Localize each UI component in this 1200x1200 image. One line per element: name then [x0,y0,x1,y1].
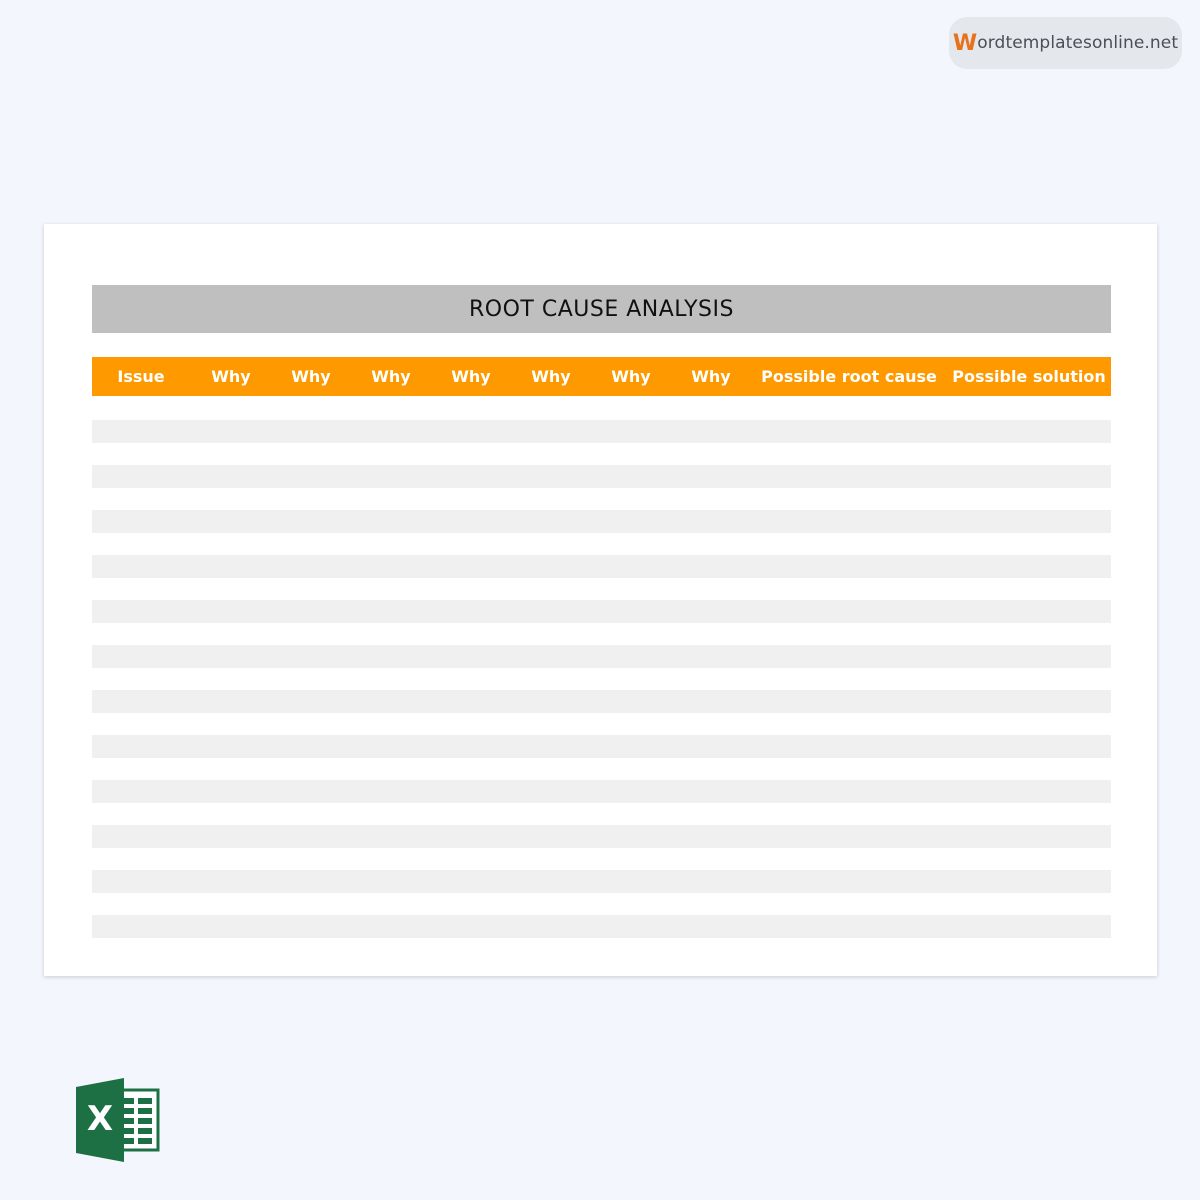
excel-icon [76,1078,160,1162]
column-header-why-5: Why [531,367,571,386]
title-bar [92,285,1111,333]
table-row[interactable] [92,600,1111,623]
document-title: ROOT CAUSE ANALYSIS [469,296,734,322]
column-header-why-2: Why [291,367,331,386]
template-sheet [44,224,1157,976]
column-header-possible-solution: Possible solution [952,367,1106,386]
column-header-why-3: Why [371,367,411,386]
table-row[interactable] [92,645,1111,668]
table-row[interactable] [92,780,1111,803]
brand-initial: W [952,30,978,56]
column-header-why-6: Why [611,367,651,386]
table-row[interactable] [92,510,1111,533]
table-row[interactable] [92,420,1111,443]
table-row[interactable] [92,735,1111,758]
column-header-why-1: Why [211,367,251,386]
table-row[interactable] [92,915,1111,938]
table-row[interactable] [92,465,1111,488]
table-row[interactable] [92,870,1111,893]
table-row[interactable] [92,825,1111,848]
column-header-why-4: Why [451,367,491,386]
brand-name: ordtemplatesonline.net [977,33,1179,53]
brand-badge[interactable] [949,17,1182,69]
column-header-possible-root-cause: Possible root cause [761,367,937,386]
table-row[interactable] [92,690,1111,713]
column-header-why-7: Why [691,367,731,386]
table-row[interactable] [92,555,1111,578]
column-header-row [92,357,1111,396]
column-header-issue: Issue [117,367,165,386]
svg-text:X: X [86,1099,114,1139]
